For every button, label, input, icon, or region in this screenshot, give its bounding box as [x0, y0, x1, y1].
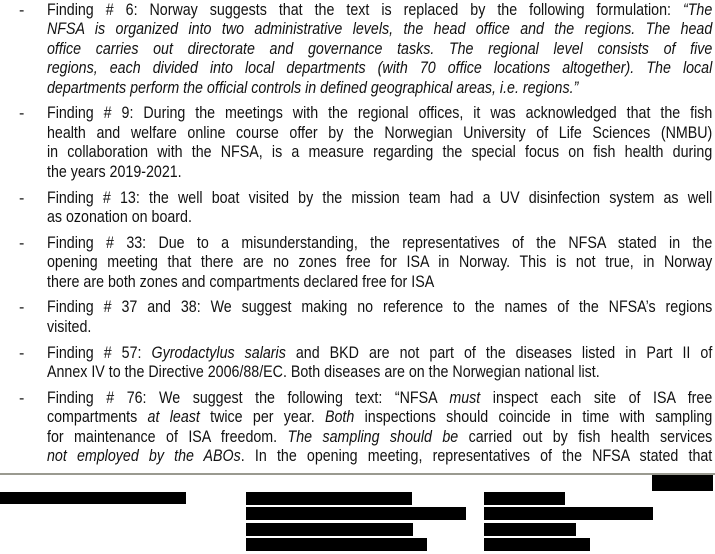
- italic-text: regions, each divided into local departments (with 70 office locations altogether). The local: [47, 59, 713, 78]
- bullet-dash: -: [19, 344, 25, 362]
- text-line: [47, 163, 712, 182]
- text-line: [47, 20, 712, 39]
- footer-separator: [0, 473, 715, 475]
- text-run: inspect each site of ISA free: [480, 389, 713, 408]
- text-line: [47, 234, 712, 253]
- finding-text: [47, 104, 712, 182]
- text-line: [47, 79, 712, 98]
- bullet-dash: -: [19, 189, 25, 207]
- redaction-block: [246, 492, 412, 505]
- text-run: Finding # 6: Norway suggests that the text is replaced by the following formulation:: [47, 1, 683, 19]
- text-run: . In the opening meeting, representatives of the NFSA stated that: [240, 447, 713, 466]
- text-run: Finding # 9: During the meetings with the regional offices, it was acknowledged that the fish: [47, 104, 713, 123]
- bullet-dash: -: [19, 390, 25, 408]
- text-run: for maintenance of ISA freedom.: [47, 427, 288, 446]
- text-line: [47, 124, 712, 143]
- italic-text: NFSA is organized into two administrative levels, the head office and the regions. The head: [47, 20, 713, 39]
- text-run: health and welfare online course offer by the Norwegian University of Life Sciences (NMBU): [47, 123, 713, 142]
- finding-item: [0, 104, 715, 182]
- text-run: there are both zones and compartments declared free for ISA: [47, 272, 435, 291]
- finding-text: [47, 344, 712, 383]
- italic-text: office carries out directorate and governance tasks. The regional level consists of five: [47, 39, 713, 58]
- text-line: [47, 408, 712, 427]
- text-line: [47, 389, 712, 408]
- redaction-block: [246, 523, 413, 536]
- finding-item: [0, 189, 715, 228]
- text-line: [47, 447, 712, 466]
- text-line: [47, 208, 712, 227]
- text-line: [47, 189, 712, 208]
- text-run: Finding # 33: Due to a misunderstanding, the representatives of the NFSA stated in the: [47, 233, 713, 252]
- text-line: [47, 363, 712, 382]
- italic-text: “The: [682, 1, 713, 19]
- text-run: opening meeting that there are no zones free for ISA in Norway. This is not true, in Norway: [47, 253, 713, 272]
- findings-list: [0, 1, 715, 473]
- text-line: [47, 318, 712, 337]
- text-run: compartments: [47, 408, 148, 427]
- text-run: visited.: [47, 317, 92, 336]
- text-run: Finding # 57:: [47, 343, 152, 362]
- finding-item: [0, 344, 715, 383]
- text-line: [47, 143, 712, 162]
- redaction-block: [484, 523, 576, 536]
- text-run: in collaboration with the NFSA, is a measure regarding the special focus on fish health during: [47, 143, 713, 162]
- redaction-block: [246, 538, 427, 551]
- italic-text: not employed by the ABOs: [47, 447, 241, 466]
- finding-item: [0, 1, 715, 98]
- italic-text: must: [449, 389, 481, 408]
- finding-text: [47, 298, 712, 337]
- finding-text: [47, 234, 712, 292]
- bullet-dash: -: [19, 2, 25, 19]
- text-run: Finding # 13: the well boat visited by the mission team had a UV disinfection system as well: [47, 188, 713, 207]
- text-run: as ozonation on board.: [47, 207, 192, 226]
- redaction-block: [246, 507, 466, 520]
- italic-text: departments perform the official controls in defined geographical areas, i.e. regions.”: [47, 78, 579, 97]
- italic-text: at least: [147, 408, 200, 427]
- finding-text: [47, 189, 712, 228]
- italic-text: The sampling should be: [287, 427, 459, 446]
- text-line: [47, 104, 712, 123]
- text-run: twice per year.: [199, 408, 325, 427]
- text-line: [47, 298, 712, 317]
- bullet-dash: -: [19, 299, 25, 317]
- text-line: [47, 344, 712, 363]
- finding-text: [47, 1, 712, 98]
- redaction-block: [484, 492, 565, 505]
- text-line: [47, 273, 712, 292]
- text-line: [47, 40, 712, 59]
- text-run: Finding # 76: We suggest the following text: “NFSA: [47, 389, 450, 408]
- text-run: Annex IV to the Directive 2006/88/EC. Both diseases are on the Norwegian national list.: [47, 363, 600, 382]
- redaction-block: [652, 475, 713, 491]
- finding-item: [0, 234, 715, 292]
- redaction-block: [484, 507, 653, 520]
- finding-text: [47, 389, 712, 467]
- text-run: inspections should coincide in time with sampling: [354, 408, 713, 427]
- text-line: [47, 1, 712, 20]
- text-run: and BKD are not part of the diseases listed in Part II of: [285, 343, 713, 362]
- redaction-block: [0, 492, 186, 504]
- bullet-dash: -: [19, 234, 25, 252]
- text-run: the years 2019-2021.: [47, 162, 182, 181]
- redaction-block: [484, 538, 590, 551]
- italic-text: Gyrodactylus salaris: [151, 343, 286, 362]
- italic-text: Both: [324, 408, 355, 427]
- finding-item: [0, 298, 715, 337]
- text-line: [47, 253, 712, 272]
- finding-item: [0, 389, 715, 467]
- text-run: Finding # 37 and 38: We suggest making no reference to the names of the NFSA’s regions: [47, 298, 713, 317]
- text-line: [47, 428, 712, 447]
- text-line: [47, 59, 712, 78]
- text-run: carried out by fish health services: [458, 427, 713, 446]
- bullet-dash: -: [19, 105, 25, 123]
